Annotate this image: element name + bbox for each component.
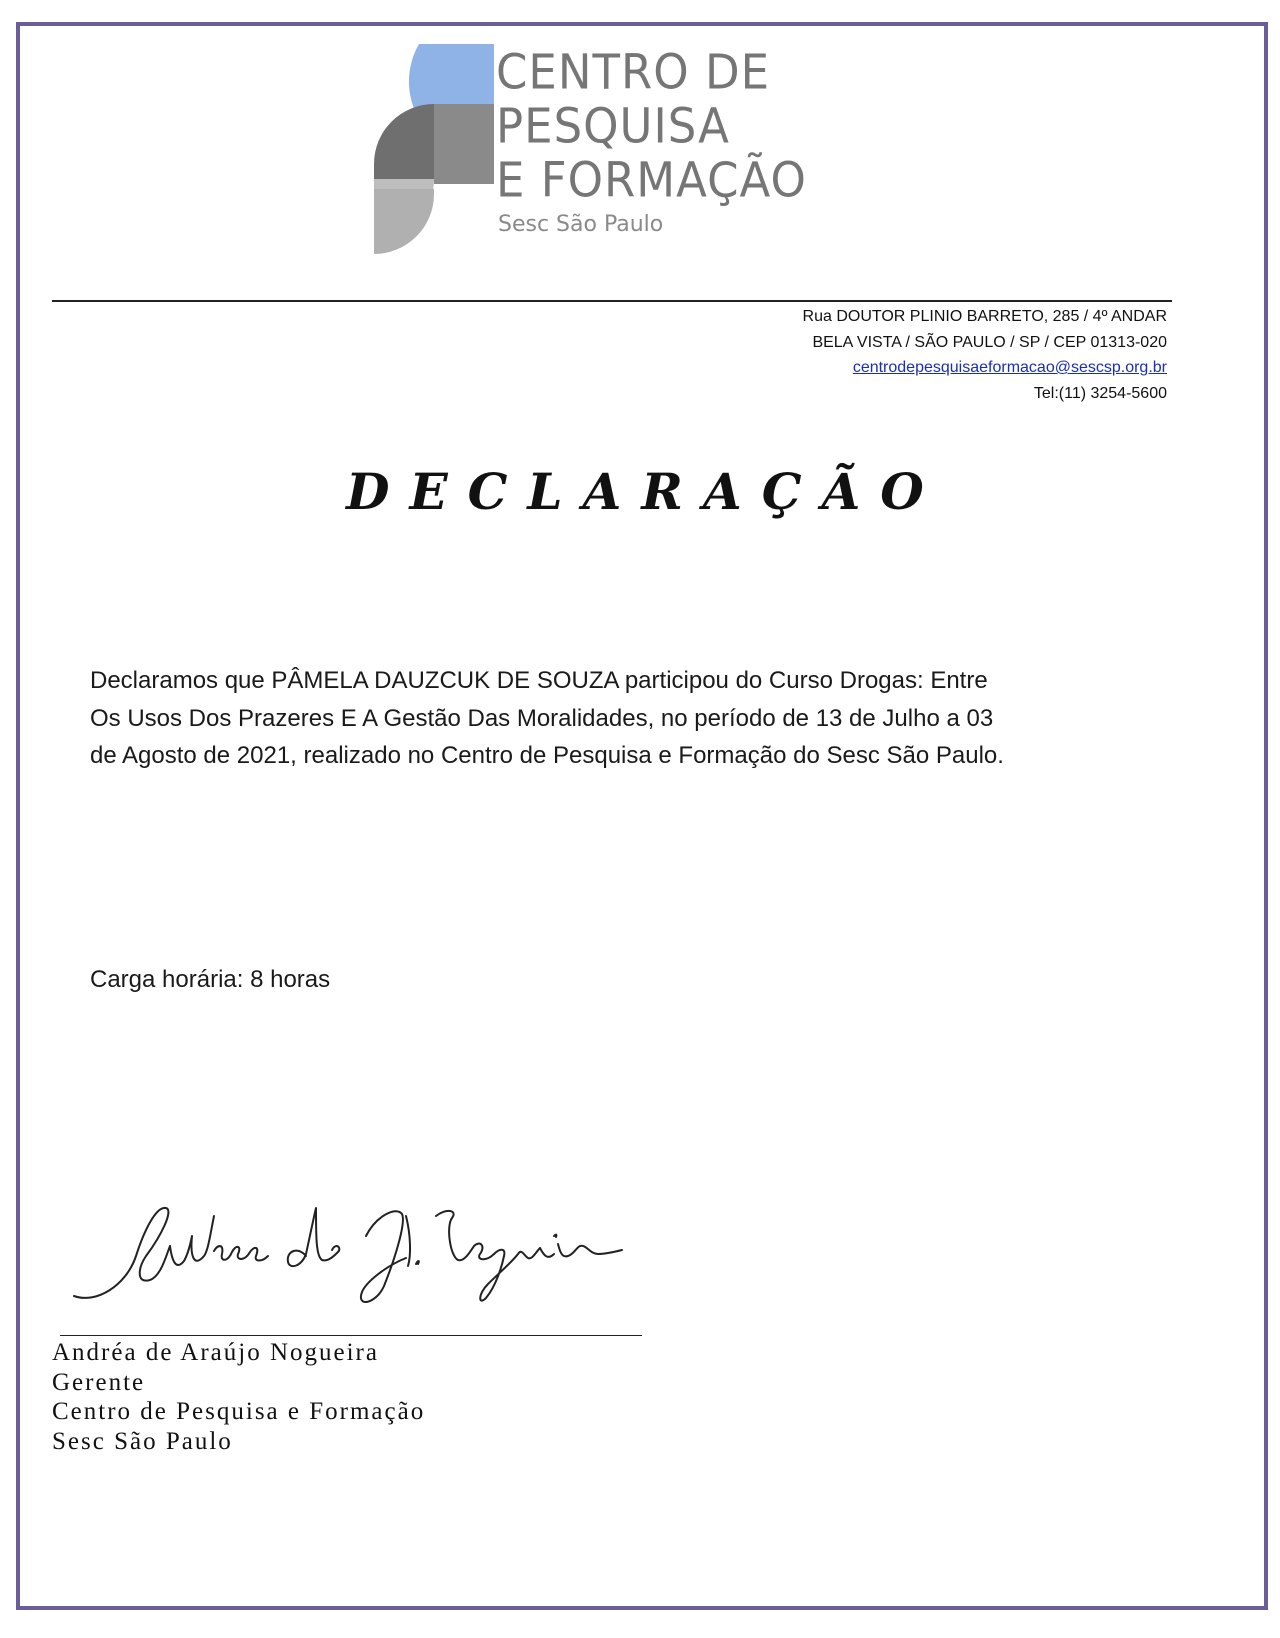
document-title: DECLARAÇÃO (346, 462, 944, 521)
logo-line-1: CENTRO DE (496, 44, 771, 101)
phone-number: Tel:(11) 3254-5600 (1033, 384, 1167, 402)
address-street: Rua DOUTOR PLINIO BARRETO, 285 / 4º ANDAR (802, 308, 1167, 325)
course-hours: Carga horária: 8 horas (90, 966, 331, 993)
address-block (803, 304, 1167, 406)
address-city: BELA VISTA / SÃO PAULO / SP / CEP 01313-020 (812, 333, 1167, 351)
signatory-role: Gerente (52, 1368, 146, 1396)
logo-line-2: PESQUISA (496, 98, 730, 155)
handwritten-signature (66, 1196, 646, 1316)
signatory-department: Centro de Pesquisa e Formação (52, 1398, 426, 1425)
logo-subtitle: Sesc São Paulo (498, 212, 664, 237)
signatory-name: Andréa de Araújo Nogueira (52, 1339, 379, 1366)
signatory-organization: Sesc São Paulo (52, 1427, 233, 1455)
signatory-block (52, 1338, 425, 1456)
logo-mark-icon (374, 44, 494, 254)
institution-logo (374, 44, 834, 254)
signature-line (60, 1335, 642, 1336)
declaration-paragraph: Declaramos que PÂMELA DAUZCUK DE SOUZA participou do Curso Drogas: Entre Os Usos Dos Prazeres E A Gestão Das Moralidades, no período de 13 de Julho a 03 de Agosto de 2021, realizado no Centro de Pesquisa e Formação do Sesc São Paulo. (90, 667, 1004, 769)
logo-text (496, 44, 807, 237)
logo-line-3: E FORMAÇÃO (496, 152, 807, 209)
header-divider (52, 300, 1172, 302)
email-link[interactable]: centrodepesquisaeformacao@sescsp.org.br (852, 359, 1167, 376)
